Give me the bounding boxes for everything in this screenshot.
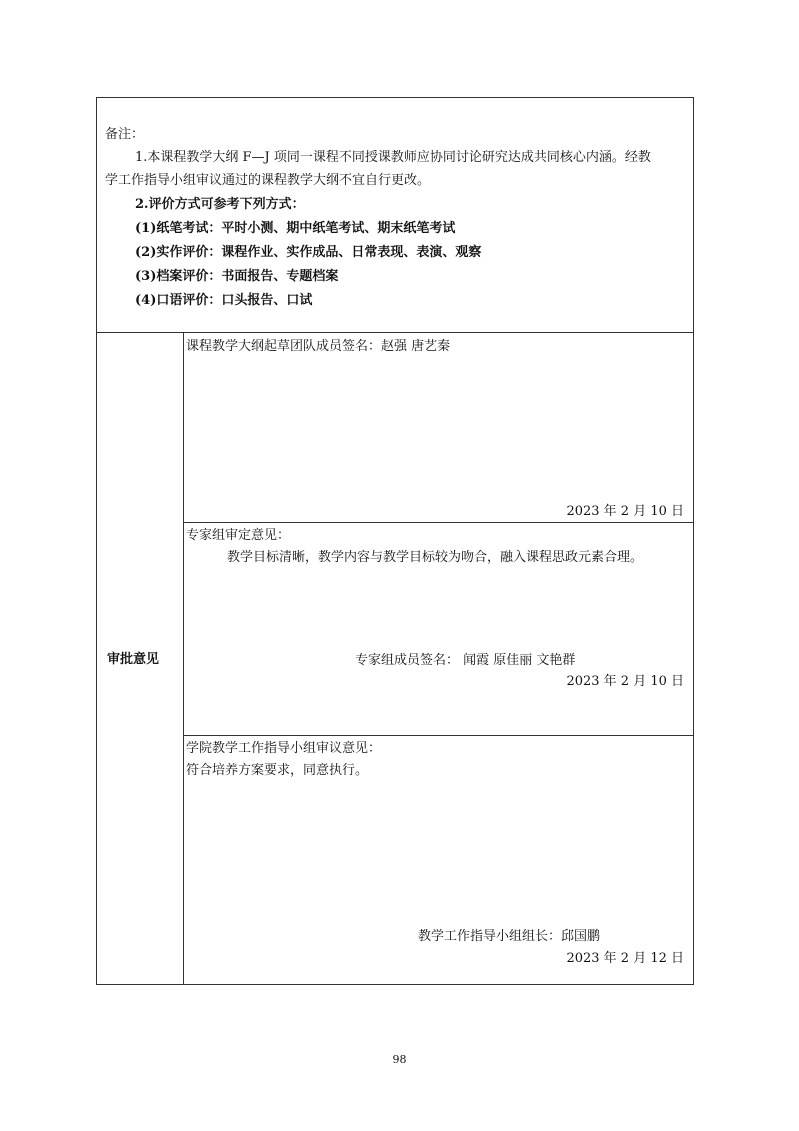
note-sub-item-3: (3)档案评价：书面报告、专题档案	[135, 269, 339, 284]
approval-label: 审批意见	[107, 652, 160, 667]
drafting-bottom-rule	[183, 522, 694, 523]
college-date: 2023 年 2 月 12 日	[566, 951, 684, 966]
note-item-1-line-2: 学工作指导小组审议通过的课程教学大纲不宜自行更改。	[105, 173, 431, 188]
note-sub-item-1: (1)纸笔考试：平时小测、期中纸笔考试、期末纸笔考试	[135, 221, 456, 236]
college-opinion: 符合培养方案要求，同意执行。	[186, 763, 369, 778]
expert-date: 2023 年 2 月 10 日	[566, 674, 684, 689]
note-sub-item-2: (2)实作评价：课程作业、实作成品、日常表现、表演、观察	[135, 245, 482, 260]
college-signature: 教学工作指导小组组长：邱国鹏	[418, 929, 601, 944]
expert-heading: 专家组审定意见：	[186, 528, 291, 543]
drafting-team-signature: 课程教学大纲起草团队成员签名：赵强 唐艺秦	[186, 339, 451, 354]
page-number: 98	[392, 1053, 407, 1066]
expert-opinion: 教学目标清晰，教学内容与教学目标较为吻合，融入课程思政元素合理。	[227, 550, 644, 565]
expert-bottom-rule	[183, 735, 694, 736]
note-item-2: 2.评价方式可参考下列方式：	[135, 197, 305, 212]
note-sub-item-4: (4)口语评价：口头报告、口试	[135, 293, 313, 308]
college-heading: 学院教学工作指导小组审议意见：	[186, 741, 382, 756]
expert-signature: 专家组成员签名： 闻霞 原佳丽 文艳群	[355, 653, 576, 668]
notes-heading: 备注：	[105, 127, 145, 142]
label-column-divider	[183, 332, 184, 985]
note-item-1-line-1: 1.本课程教学大纲 F—J 项同一课程不同授课教师应协同讨论研究达成共同核心内涵。经教	[135, 150, 651, 165]
drafting-date: 2023 年 2 月 10 日	[566, 504, 684, 519]
notes-bottom-rule	[96, 332, 694, 333]
